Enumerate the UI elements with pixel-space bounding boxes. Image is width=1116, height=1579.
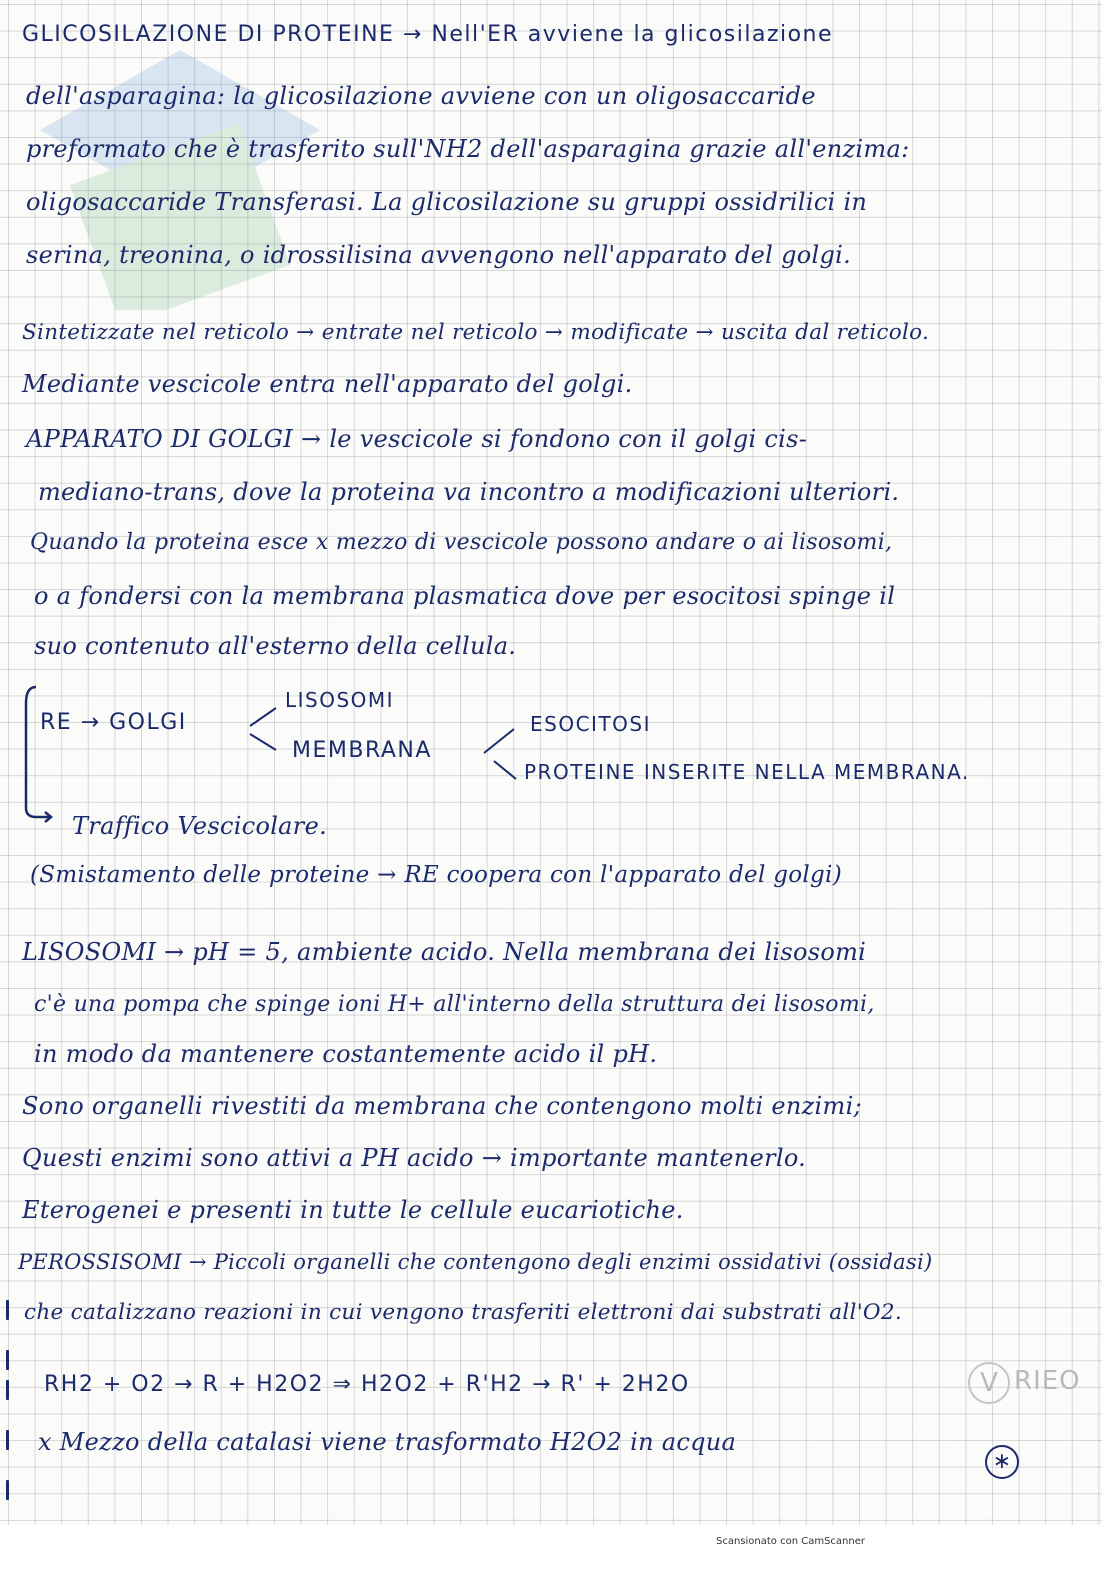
note-lisosomi-3: in modo da mantenere costantemente acido il pH. (34, 1040, 658, 1068)
note-line-8: APPARATO DI GOLGI → le vescicole si fondono con il golgi cis- (26, 425, 808, 453)
note-line-12: suo contenuto all'esterno della cellula. (34, 632, 517, 660)
note-perossisomi-2: che catalizzano reazioni in cui vengono trasferiti elettroni dai substrati all'O2. (24, 1300, 902, 1325)
margin-mark-1 (6, 1300, 9, 1320)
diagram-esocitosi: ESOCITOSI (530, 712, 651, 736)
note-traffico-vescicolare: Traffico Vescicolare. (72, 812, 327, 840)
note-lisosomi-1: LISOSOMI → pH = 5, ambiente acido. Nella membrana dei lisosomi (22, 938, 867, 966)
note-line-6: Sintetizzate nel reticolo → entrate nel reticolo → modificate → uscita dal reticolo. (22, 320, 930, 345)
stamp-word: RIEO (1014, 1366, 1081, 1396)
watermark-logo (30, 40, 330, 310)
note-lisosomi-2: c'è una pompa che spinge ioni H+ all'interno della struttura dei lisosomi, (34, 992, 875, 1017)
note-catalasi: x Mezzo della catalasi viene trasformato H2O2 in acqua (38, 1428, 737, 1456)
note-line-9: mediano-trans, dove la proteina va incontro a modificazioni ulteriori. (38, 478, 900, 506)
margin-mark-5 (6, 1480, 9, 1500)
margin-mark-4 (6, 1430, 9, 1450)
note-lisosomi-5: Questi enzimi sono attivi a PH acido → importante mantenerlo. (22, 1144, 807, 1172)
diagram-brace (18, 683, 58, 823)
note-lisosomi-4: Sono organelli rivestiti da membrana che contengono molti enzimi; (22, 1092, 862, 1120)
note-line-1: GLICOSILAZIONE DI PROTEINE → Nell'ER avviene la glicosilazione (22, 22, 834, 47)
note-line-3: preformato che è trasferito sull'NH2 dell'asparagina grazie all'enzima: (26, 135, 910, 163)
margin-mark-2 (6, 1350, 9, 1370)
diagram-membrana: MEMBRANA (292, 738, 432, 763)
stamp-mark (968, 1362, 1100, 1406)
note-line-2: dell'asparagina: la glicosilazione avviene con un oligosaccaride (26, 82, 816, 110)
diagram-lisosomi: LISOSOMI (285, 688, 395, 712)
stamp-circle: V (968, 1362, 1010, 1404)
note-line-11: o a fondersi con la membrana plasmatica dove per esocitosi spinge il (34, 582, 896, 610)
diagram-re-golgi: RE → GOLGI (40, 710, 187, 735)
diagram-proteine-inserite: PROTEINE INSERITE NELLA MEMBRANA. (524, 760, 970, 784)
note-line-5: serina, treonina, o idrossilisina avvengono nell'apparato del golgi. (26, 241, 852, 269)
note-perossisomi-1: PEROSSISOMI → Piccoli organelli che contengono degli enzimi ossidativi (ossidasi) (18, 1250, 933, 1274)
note-line-10: Quando la proteina esce x mezzo di vescicole possono andare o ai lisosomi, (30, 530, 893, 555)
diagram-branch-2 (480, 725, 520, 785)
scanner-footer: Scansionato con CamScanner (716, 1536, 865, 1547)
note-equation: RH2 + O2 → R + H2O2 ⇒ H2O2 + R'H2 → R' + 2H2O (44, 1372, 690, 1397)
note-line-7: Mediante vescicole entra nell'apparato del golgi. (22, 370, 633, 398)
note-line-4: oligosaccaride Transferasi. La glicosilazione su gruppi ossidrilici in (26, 188, 868, 216)
margin-mark-3 (6, 1380, 9, 1400)
diagram-branch-1 (246, 704, 280, 754)
note-line-smistamento: (Smistamento delle proteine → RE coopera con l'apparato del golgi) (30, 862, 842, 888)
page-marker: ∗ (985, 1445, 1019, 1479)
note-lisosomi-6: Eterogenei e presenti in tutte le cellule eucariotiche. (22, 1196, 684, 1224)
